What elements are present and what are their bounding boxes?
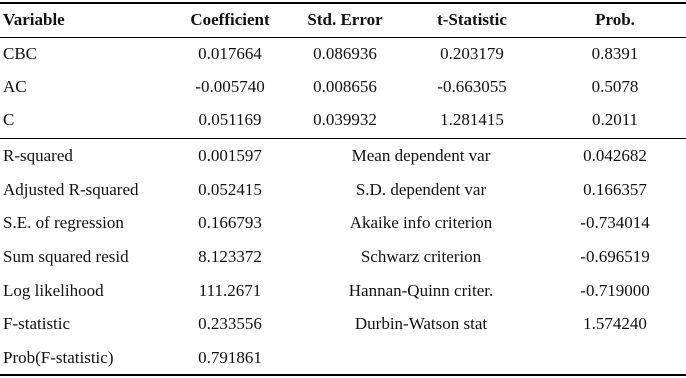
t-statistic-value: -0.663055 [437, 77, 507, 96]
header-t-statistic: t-Statistic [437, 10, 507, 29]
stat-value: 0.233556 [198, 314, 262, 333]
coefficient-row [0, 37, 686, 71]
variable-name: CBC [3, 44, 38, 63]
std-error-value: 0.008656 [313, 77, 377, 96]
stat-label: F-statistic [3, 314, 71, 333]
stat-label-right: Akaike info criterion [349, 213, 493, 232]
stat-label: Sum squared resid [3, 247, 129, 266]
variable-name: AC [3, 77, 27, 96]
stat-label-right: Schwarz criterion [360, 247, 482, 266]
coefficient-row [0, 103, 686, 137]
header-coefficient: Coefficient [190, 10, 270, 29]
variable-name: C [3, 110, 15, 129]
header-row [0, 3, 686, 37]
statistics-row [0, 173, 686, 207]
stat-value: 0.001597 [198, 146, 262, 165]
statistics-row [0, 307, 686, 341]
stat-label: Log likelihood [3, 281, 104, 300]
stat-value-right: -0.734014 [580, 213, 650, 232]
t-statistic-value: 1.281415 [440, 110, 504, 129]
stat-label: R-squared [3, 146, 73, 165]
bottom-rule [0, 374, 686, 376]
prob-value: 0.8391 [591, 44, 639, 63]
stat-value-right: 0.042682 [583, 146, 647, 165]
stat-label: Prob(F-statistic) [3, 348, 114, 367]
coefficient-value: 0.051169 [198, 110, 262, 129]
statistics-row [0, 240, 686, 274]
statistics-row [0, 274, 686, 308]
t-statistic-value: 0.203179 [440, 44, 504, 63]
std-error-value: 0.039932 [313, 110, 377, 129]
stat-label-right: S.D. dependent var [355, 180, 487, 199]
stat-value-right [548, 341, 682, 375]
stat-value-right: -0.696519 [580, 247, 650, 266]
statistics-row [0, 139, 686, 173]
statistics-row [0, 341, 686, 375]
stat-label-right: Durbin-Watson stat [354, 314, 488, 333]
stat-label-right [300, 341, 542, 375]
stat-value: 0.052415 [198, 180, 262, 199]
header-std-error: Std. Error [307, 10, 383, 29]
stat-value-right: 1.574240 [583, 314, 647, 333]
statistics-row [0, 206, 686, 240]
header-prob: Prob. [595, 10, 635, 29]
stat-label-right: Hannan-Quinn criter. [348, 281, 494, 300]
prob-value: 0.2011 [591, 110, 639, 129]
coefficient-value: 0.017664 [198, 44, 262, 63]
stat-value: 0.791861 [198, 348, 262, 367]
std-error-value: 0.086936 [313, 44, 377, 63]
stat-value-right: -0.719000 [580, 281, 650, 300]
stat-label-right: Mean dependent var [351, 146, 491, 165]
coefficient-value: -0.005740 [195, 77, 265, 96]
stat-value: 0.166793 [198, 213, 262, 232]
stat-value: 8.123372 [198, 247, 262, 266]
stat-label: S.E. of regression [3, 213, 124, 232]
coefficient-row [0, 70, 686, 104]
stat-value-right: 0.166357 [583, 180, 647, 199]
prob-value: 0.5078 [591, 77, 639, 96]
header-variable: Variable [3, 10, 65, 29]
stat-label: Adjusted R-squared [3, 180, 139, 199]
stat-value: 111.2671 [198, 281, 262, 300]
